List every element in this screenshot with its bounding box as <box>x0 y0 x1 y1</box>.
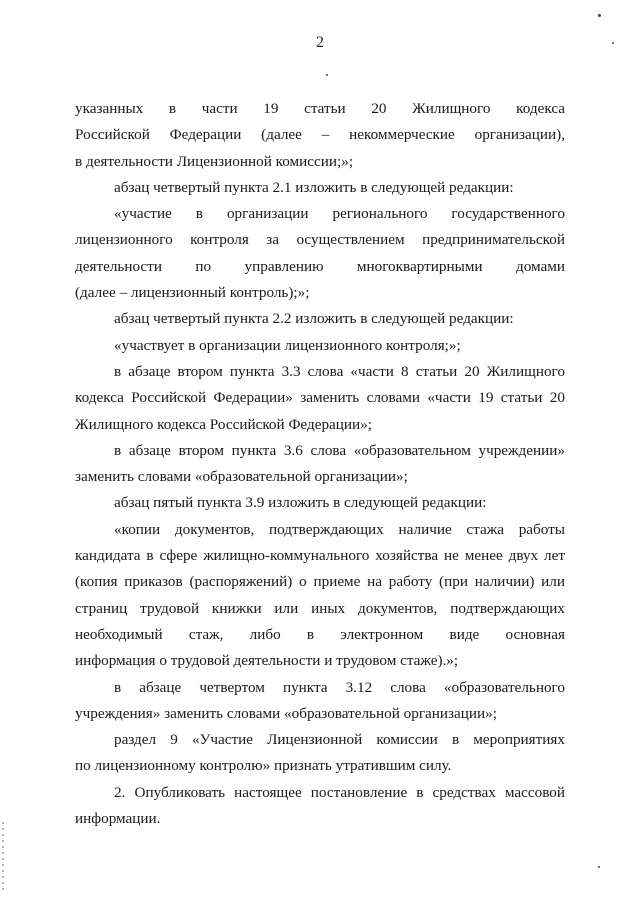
scan-speck <box>598 866 600 868</box>
text-line: в абзаце втором пункта 3.3 слова «части 8 статьи 20 Жилищного <box>114 362 565 380</box>
paragraph <box>75 175 565 201</box>
text-line: информации. <box>75 810 161 828</box>
text-line: в деятельности Лицензионной комиссии;»; <box>75 152 354 170</box>
text-line: указанных в части 19 статьи 20 Жилищного кодекса <box>75 100 565 117</box>
text-line: заменить словами «образовательной организации»; <box>75 468 408 486</box>
scan-speck <box>598 14 601 17</box>
paragraph <box>75 780 565 833</box>
paragraph <box>75 438 565 491</box>
text-line: (копия приказов (распоряжений) о приеме на работу (при наличии) или <box>75 573 565 591</box>
scan-speck <box>326 74 328 76</box>
paragraph <box>75 517 565 675</box>
text-line: (далее – лицензионный контроль);»; <box>75 284 310 302</box>
paragraph <box>75 675 565 728</box>
text-line: учреждения» заменить словами «образовательной организации»; <box>75 704 497 722</box>
text-line: абзац четвертый пункта 2.2 изложить в следующей редакции: <box>114 310 514 328</box>
page-number: 2 <box>316 34 324 51</box>
text-line: «участвует в организации лицензионного контроля;»; <box>114 336 461 354</box>
text-line: в абзаце втором пункта 3.6 слова «образовательном учреждении» <box>114 441 565 459</box>
text-line: 2. Опубликовать настоящее постановление в средствах массовой <box>114 783 565 801</box>
text-line: кандидата в сфере жилищно-коммунального хозяйства не менее двух лет <box>75 547 565 565</box>
text-line: кодекса Российской Федерации» заменить словами «части 19 статьи 20 <box>75 389 565 407</box>
paragraph <box>75 201 565 306</box>
paragraph <box>75 490 565 516</box>
scan-edge-dots <box>2 820 4 890</box>
text-line: страниц трудовой книжки или иных документов, подтверждающих <box>75 599 565 617</box>
text-line: в абзаце четвертом пункта 3.12 слова «образовательного <box>114 678 565 696</box>
text-line: раздел 9 «Участие Лицензионной комиссии в мероприятиях <box>114 731 565 749</box>
paragraph <box>75 727 565 780</box>
text-line: Жилищного кодекса Российской Федерации»; <box>75 415 372 433</box>
text-line: лицензионного контроля за осуществлением предпринимательской <box>75 231 565 249</box>
scan-speck <box>612 42 614 44</box>
paragraph <box>75 96 565 175</box>
document-body <box>75 96 565 832</box>
paragraph <box>75 333 565 359</box>
paragraph <box>75 359 565 438</box>
text-line: «участие в организации регионального государственного <box>114 205 565 223</box>
text-line: по лицензионному контролю» признать утратившим силу. <box>75 757 452 775</box>
text-line: необходимый стаж, либо в электронном виде основная <box>75 625 565 643</box>
paragraph <box>75 306 565 332</box>
text-line: информация о трудовой деятельности и трудовом стаже).»; <box>75 652 459 670</box>
text-line: абзац пятый пункта 3.9 изложить в следующей редакции: <box>114 494 487 512</box>
text-line: Российской Федерации (далее – некоммерческие организации), <box>75 126 565 144</box>
text-line: деятельности по управлению многоквартирными домами <box>75 257 565 275</box>
text-line: абзац четвертый пункта 2.1 изложить в следующей редакции: <box>114 178 514 196</box>
text-line: «копии документов, подтверждающих наличие стажа работы <box>114 520 565 538</box>
